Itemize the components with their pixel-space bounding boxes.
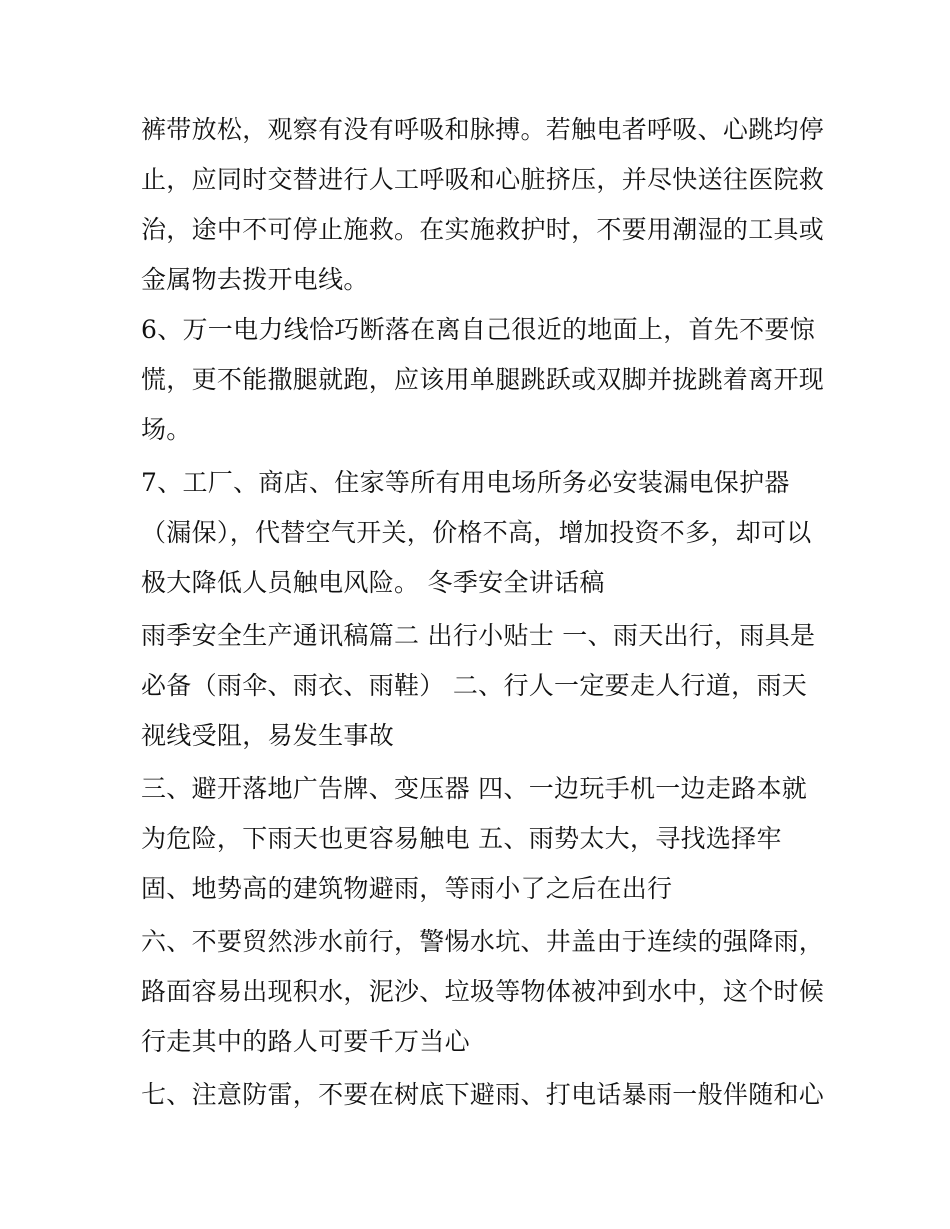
text-line: 场。	[141, 415, 192, 444]
text-line: 6、万一电力线恰巧断落在离自己很近的地面上，首先不要惊	[141, 315, 816, 344]
text-line: 金属物去拨开电线。	[141, 265, 369, 294]
text-line: 六、不要贸然涉水前行，警惕水坑、井盖由于连续的强降雨，	[141, 927, 825, 956]
text-line: 视线受阻，易发生事故	[141, 721, 395, 750]
text-line: 固、地势高的建筑物避雨，等雨小了之后在出行	[141, 874, 673, 903]
text-line: 为危险，下雨天也更容易触电 五、雨势太大，寻找选择牢	[141, 824, 782, 853]
text-line: 雨季安全生产通讯稿篇二 出行小贴士 一、雨天出行，雨具是	[141, 621, 816, 650]
text-line: 治，途中不可停止施救。在实施救护时，不要用潮湿的工具或	[141, 215, 825, 244]
text-line: 行走其中的路人可要千万当心	[141, 1027, 470, 1056]
text-line: 裤带放松，观察有没有呼吸和脉搏。若触电者呼吸、心跳均停	[141, 115, 825, 144]
text-line: 极大降低人员触电风险。 冬季安全讲话稿	[141, 568, 605, 597]
text-line: 路面容易出现积水，泥沙、垃圾等物体被冲到水中，这个时候	[141, 977, 825, 1006]
text-line: 七、注意防雷，不要在树底下避雨、打电话暴雨一般伴随和心	[141, 1080, 825, 1109]
text-line: 止，应同时交替进行人工呼吸和心脏挤压，并尽快送往医院救	[141, 165, 825, 194]
text-line: 必备（雨伞、雨衣、雨鞋） 二、行人一定要走人行道，雨天	[141, 671, 808, 700]
text-line: （漏保），代替空气开关，价格不高，增加投资不多，却可以	[141, 518, 812, 547]
text-line: 慌，更不能撒腿就跑，应该用单腿跳跃或双脚并拢跳着离开现	[141, 365, 825, 394]
text-line: 7、工厂、商店、住家等所有用电场所务必安装漏电保护器	[141, 468, 790, 497]
text-line: 三、避开落地广告牌、变压器 四、一边玩手机一边走路本就	[141, 774, 808, 803]
